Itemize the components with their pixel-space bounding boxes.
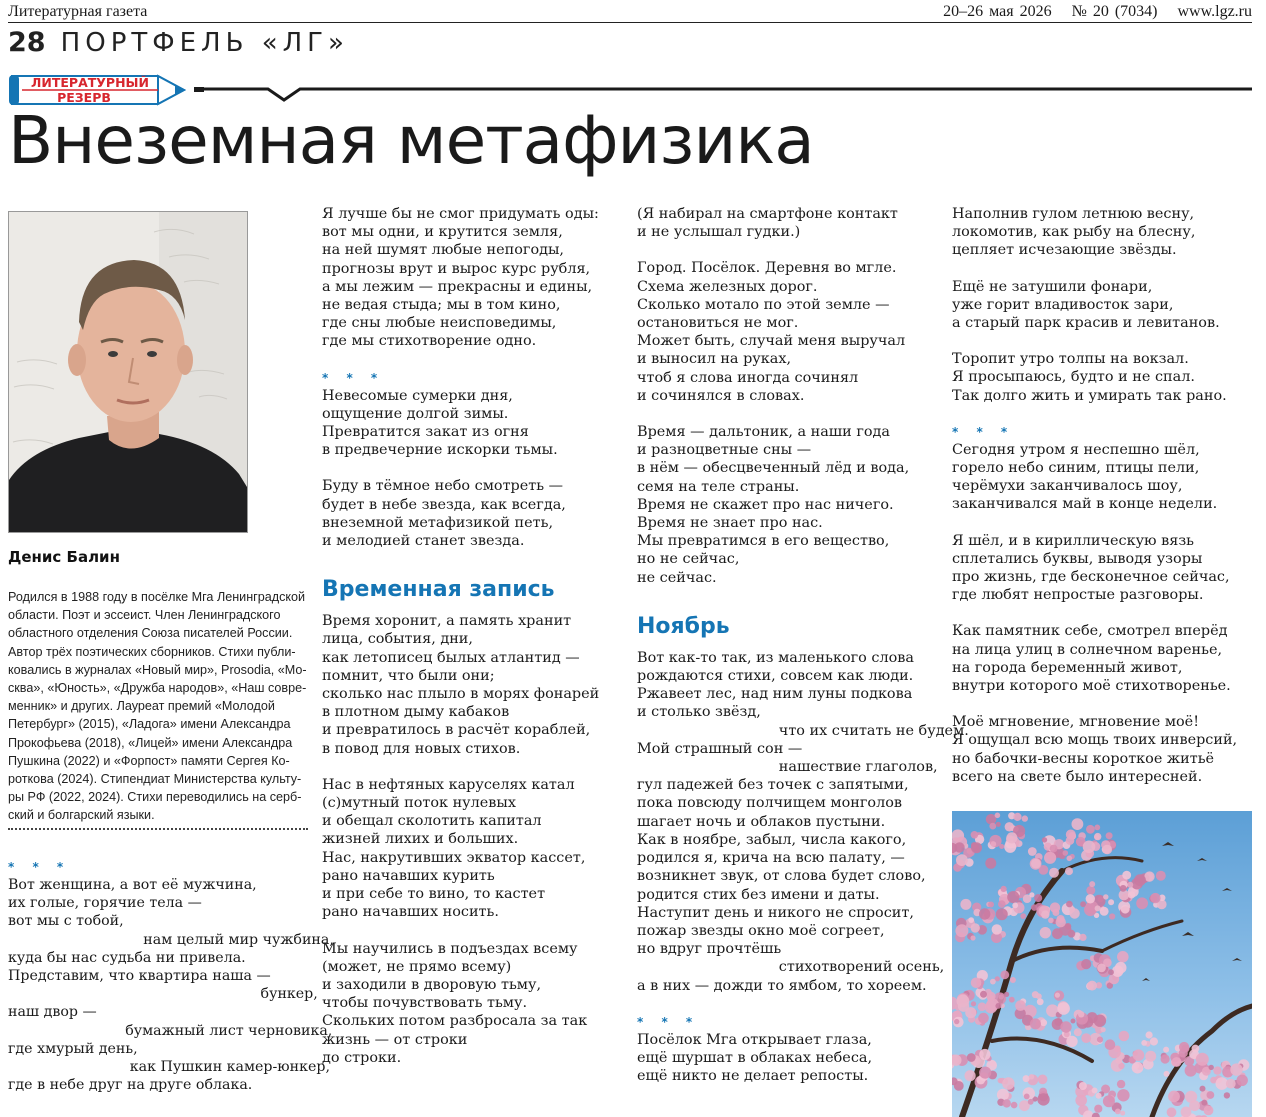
- bio-separator: [8, 828, 308, 830]
- column-3: [637, 205, 969, 1085]
- section-separator: * * *: [8, 860, 71, 874]
- section-separator: * * *: [952, 424, 1015, 439]
- column-2: [322, 205, 622, 1067]
- cherry-blossom-photo-icon: [952, 811, 1252, 1117]
- issue-info: [929, 3, 1252, 21]
- section-title: ПОРТФЕЛЬ «ЛГ»: [60, 27, 349, 58]
- column-1: [8, 858, 334, 1094]
- poem-text: (Я набирал на смартфоне контакт и не услышал гудки.): [637, 206, 898, 241]
- poem-text: Как памятник себе, смотрел вперёд на лица улиц в солнечном варенье, на города беременный живот, внутри которого моё стихотворенье.: [952, 623, 1231, 695]
- poem-text: Наполнив гулом летнюю весну, локомотив, как рыбу на блесну, цепляет исчезающие звёзды.: [952, 206, 1196, 259]
- poem-text: Посёлок Мга открывает глаза, ещё шуршат в облаках небеса, ещё никто не делает репосты.: [637, 1031, 873, 1085]
- headline: Внеземная метафизика: [8, 102, 814, 179]
- column-4: [952, 205, 1252, 786]
- cherry-blossom-photo: [952, 811, 1252, 1117]
- poem-text: Вот как-то так, из маленького слова рождаются стихи, совсем как люди. Ржавеет лес, над ним луны подкова и столько звёзд, что их считать не будем. Мой страшный сон — нашествие глаголов, гул падежей без точек с запятыми, пока повсюду полчищем монголов шагает ночь и облаков пустыни. Как в ноябре, забыл, числа какого, родился я, крича на всю палату, — возникнет звук, от слова будет слово, родится стих без имени и даты. Наступит день и никого не спросит, пожар звезды окно моё согреет, но вдруг прочтёшь стихотворений осень, а в них — дожди то ямбом, то хореем.: [637, 649, 969, 994]
- issue-number: № 20 (7034): [1071, 3, 1158, 20]
- poem-text: Вот женщина, а вот её мужчина, их голые, горячие тела — вот мы с тобой, нам целый мир чужбина, куда бы нас судьба ни привела. Представим, что квартира наша — бункер, наш двор — бумажный лист черновика, где хмурый день, как Пушкин камер-юнкер, где в небе друг на друге облака.: [8, 877, 334, 1094]
- author-bio: Родился в 1988 году в посёлке Мга Ленинградской области. Поэт и эссеист. Член Ленинградского областного отделения Союза писателей России. Автор трёх поэтических сборников. Стихи публи- ковались в журналах «Новый мир», Prosodia, «Мо- сква», «Юность», «Дружба народов», «Наш совре- менник» и других. Лауреат премий «Молодой Петербург» (2015), «Ладога» имени Александра Прокофьева (2018), «Лицей» имени Александра Пушкина (2022) и «Форпост» памяти Сергея Ко- роткова (2024). Стипендиат Министерства культу- ры РФ (2022, 2024). Стихи переводились на серб- ский и болгарский языки.: [8, 590, 307, 823]
- author-portrait-icon: [9, 212, 247, 532]
- rubric-line1: ЛИТЕРАТУРНЫЙ: [31, 75, 149, 90]
- rubric-line2: РЕЗЕРВ: [57, 90, 111, 105]
- author-photo: [8, 211, 248, 533]
- section-separator: * * *: [637, 1014, 700, 1029]
- poem-text: Ещё не затушили фонари, уже горит владивосток зари, а старый парк красив и левитанов.: [952, 278, 1220, 332]
- issue-date: 20–26 мая 2026: [943, 3, 1052, 20]
- poem-text: Нас в нефтяных каруселях катал (с)мутный поток нулевых и обещал сколотить капитал жизней лихих и больших. Нас, накрутивших экватор кассет, рано начавших курить и при себе то вино, то кастет рано начавших носить.: [322, 776, 586, 921]
- section-separator: * * *: [322, 370, 385, 385]
- poem-text: Мы научились в подъездах всему (может, не прямо всему) и заходили в дворовую тьму, чтобы почувствовать тьму. Скольких потом разбросала за так жизнь — от строки до строки.: [322, 940, 588, 1066]
- poem-text: Я лучше бы не смог придумать оды: вот мы одни, и крутится земля, на ней шумят любые непогоды, прогнозы врут и вырос курс рубля, а мы лежим — прекрасны и едины, не ведая стыда; мы в том кино, где сны любые неисповедимы, где мы стихотворение одно.: [322, 206, 599, 350]
- section-header: [8, 27, 349, 59]
- newspaper-name: Литературная газета: [8, 3, 148, 20]
- masthead-bar: [8, 2, 1252, 23]
- poem-text: Буду в тёмное небо смотреть — будет в небе звезда, как всегда, внеземной метафизикой петь, и мелодией станет звезда.: [322, 478, 566, 550]
- page-number: 28: [8, 27, 46, 58]
- site-link[interactable]: www.lgz.ru: [1177, 3, 1252, 20]
- poem-title: Ноябрь: [637, 613, 730, 639]
- poem-text: Моё мгновение, мгновение моё! Я ощущал всю мощь твоих инверсий, но бабочки-весны короткое житьё всего на свете было интересней.: [952, 714, 1238, 785]
- poem-text: Торопит утро толпы на вокзал. Я просыпаюсь, будто и не спал. Так долго жить и умирать так рано.: [952, 351, 1227, 404]
- poem-text: Я шёл, и в кириллическую вязь сплетались буквы, выводя узоры про жизнь, где бесконечное сейчас, где любят непростые разговоры.: [952, 532, 1230, 604]
- poem-text: Город. Посёлок. Деревня во мгле. Схема железных дорог. Сколько мотало по этой земле — остановиться не мог. Может быть, случай меня выручал и выносил на руках, чтоб я слова иногда сочинял и сочинялся в словах.: [637, 260, 906, 404]
- poem-text: Время хоронит, а память хранит лица, события, дни, как летописец былых атлантид — помнит, что были они; сколько нас плыло в морях фонарей в плотном дыму кабаков и превратилось в расчёт кораблей, в повод для новых стихов.: [322, 613, 600, 757]
- author-name: Денис Балин: [8, 548, 120, 566]
- header-rule: [188, 80, 1252, 104]
- poem-text: Время — дальтоник, а наши года и разноцветные сны — в нём — обесцвеченный лёд и вода, семя на теле страны. Время не скажет про нас ничего. Время не знает про нас. Мы превратимся в его вещество, но не сейчас, не сейчас.: [637, 424, 910, 586]
- poem-text: Невесомые сумерки дня, ощущение долгой зимы. Превратится закат из огня в предвечерние искорки тьмы.: [322, 387, 558, 459]
- poem-title: Временная запись: [322, 577, 555, 603]
- poem-text: Сегодня утром я неспешно шёл, горело небо синим, птицы пели, черёмухи заканчивалось шоу, заканчивался май в конце недели.: [952, 441, 1218, 513]
